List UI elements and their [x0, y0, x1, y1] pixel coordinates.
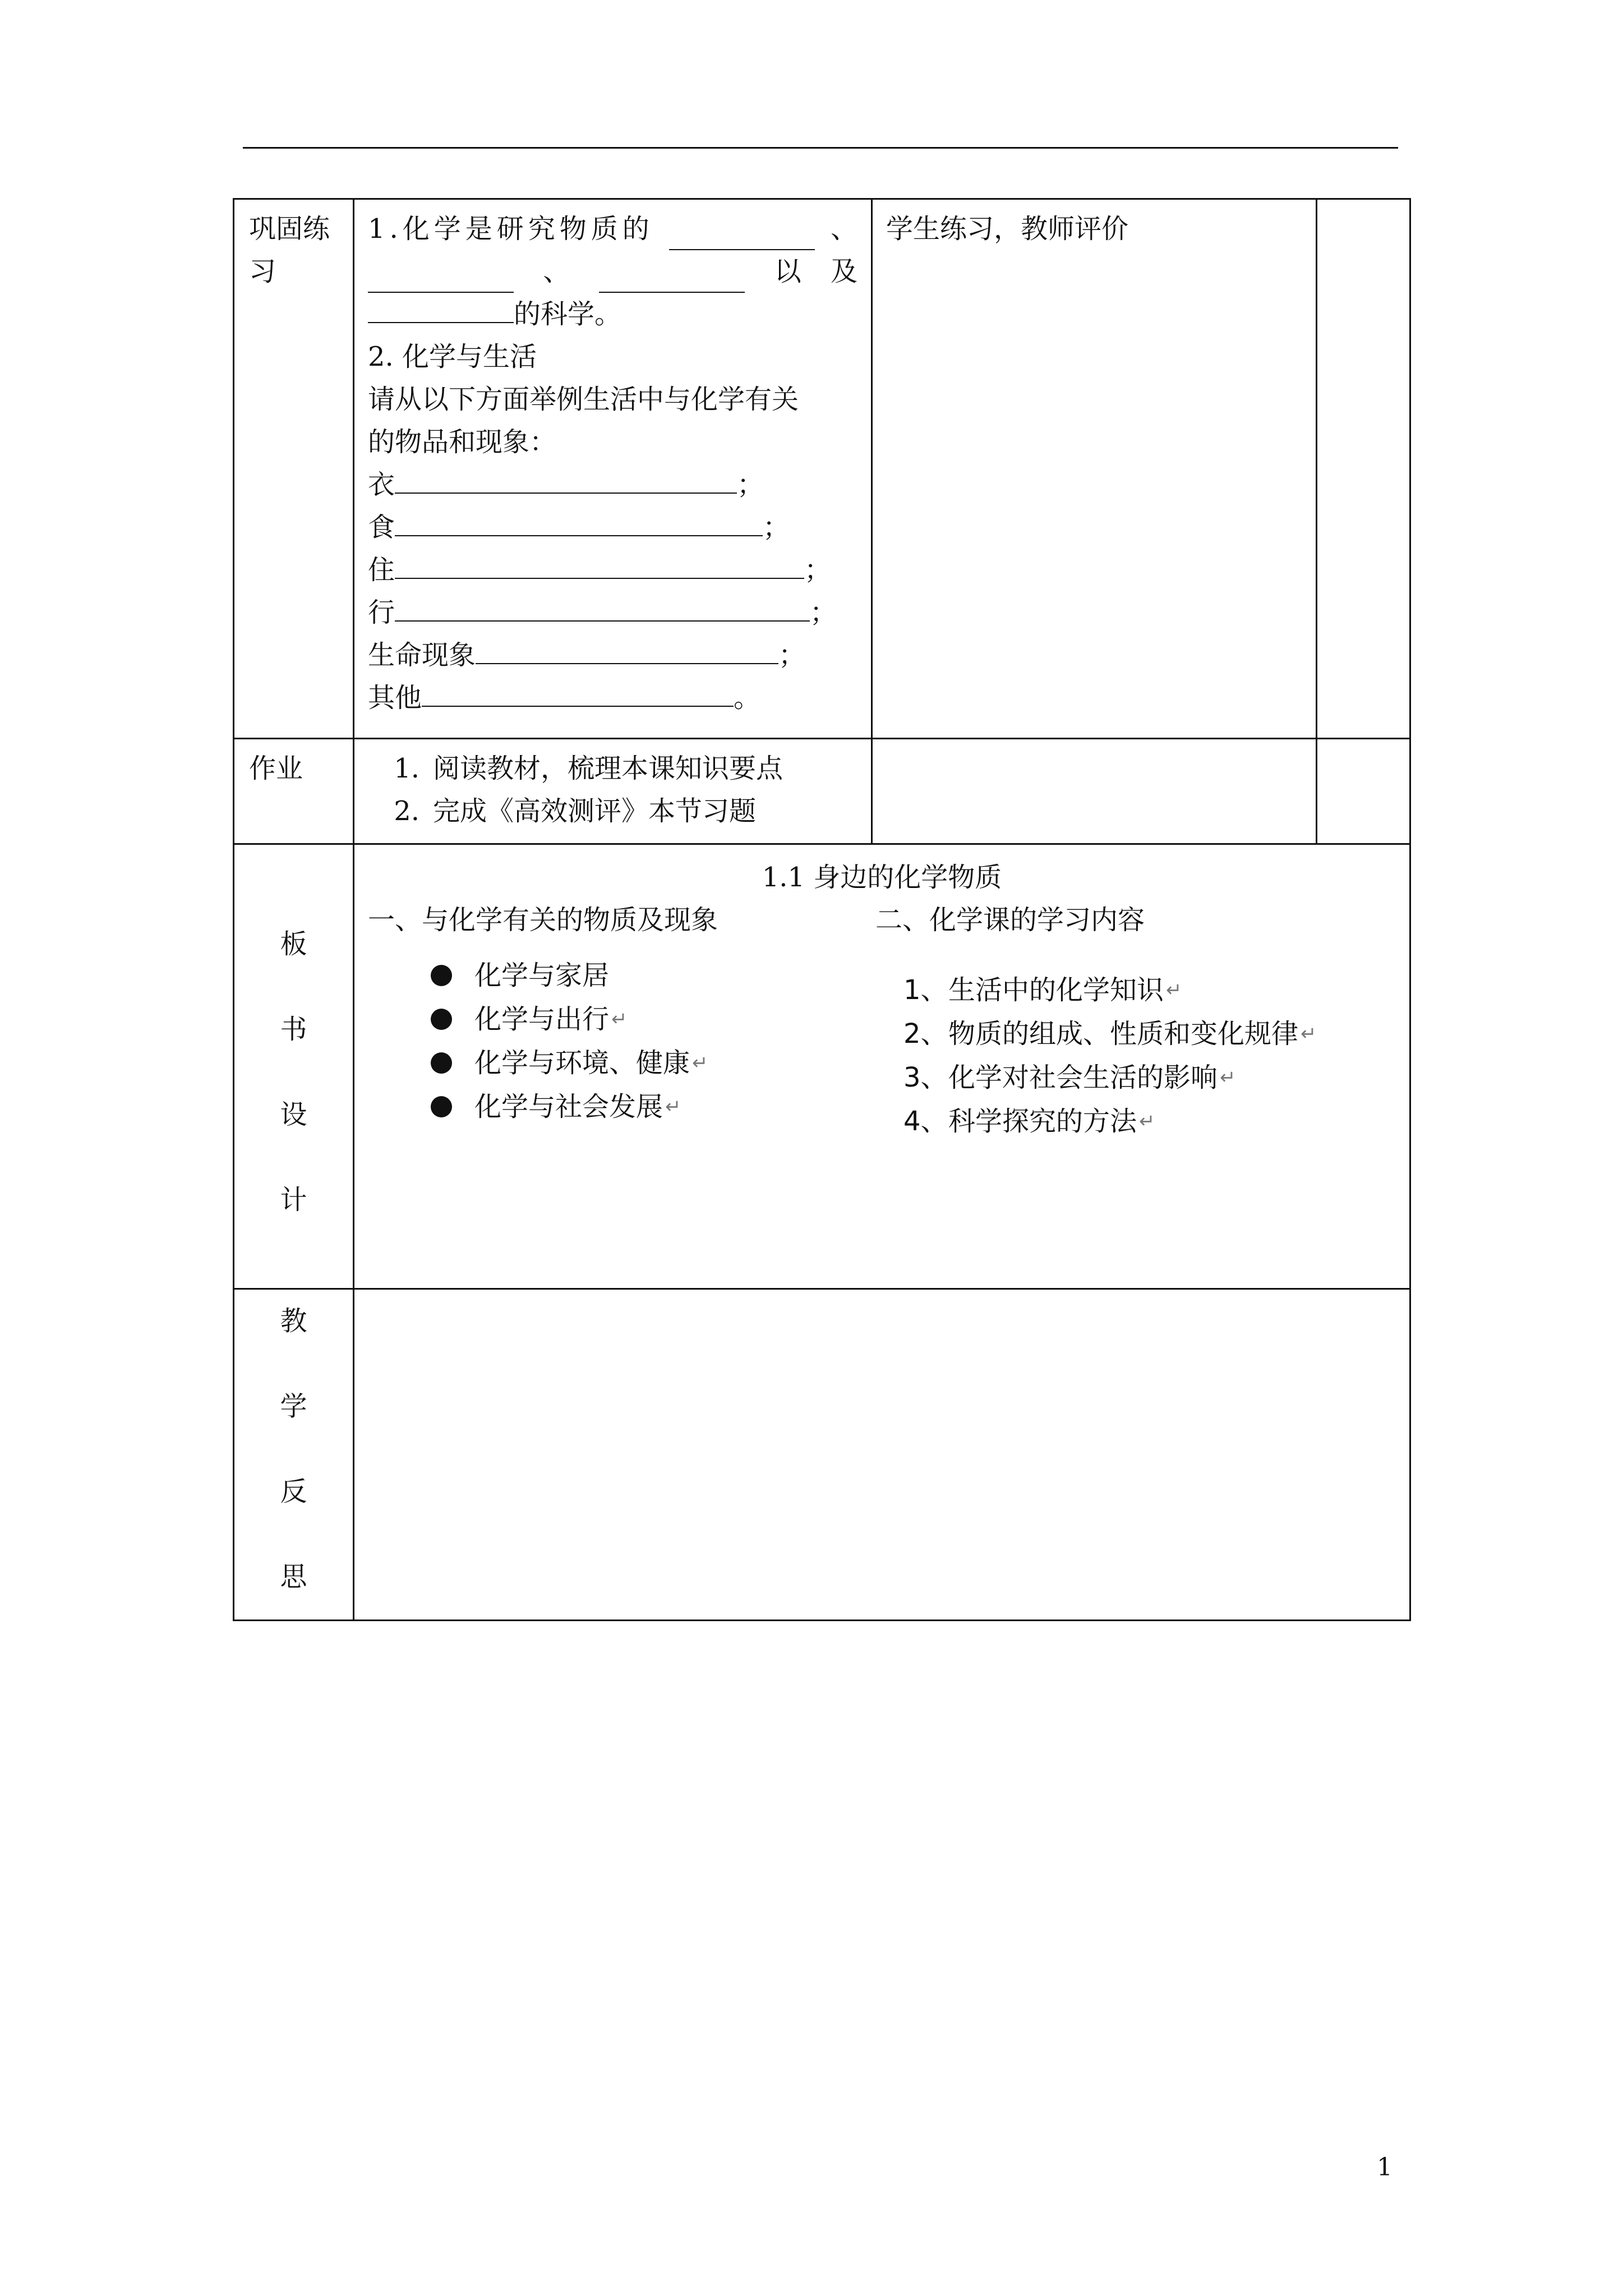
- q1-blank-2[interactable]: [368, 264, 514, 293]
- q1-stem: 1.化学是研究物质的: [368, 213, 654, 245]
- practice-row: [234, 199, 1410, 739]
- q1-line-3: [368, 293, 857, 335]
- life-blank[interactable]: [476, 635, 778, 664]
- board-title: 1.1 身边的化学物质: [762, 862, 1002, 893]
- homework-label-cell: [234, 739, 354, 844]
- board-label: 板 书 设 计: [280, 928, 307, 1216]
- board-right-heading: 二、化学课的学习内容: [875, 904, 1145, 936]
- return-mark-icon: ↵: [1139, 1110, 1155, 1133]
- return-mark-icon: ↵: [665, 1096, 681, 1118]
- homework-extra-cell: [1317, 739, 1410, 844]
- board-left-list: [368, 954, 875, 1129]
- q2-prompt-b: 的物品和现象：: [368, 426, 557, 458]
- return-mark-icon: ↵: [1220, 1066, 1236, 1089]
- list-item: 化学与家居: [368, 954, 875, 997]
- homework-label: 作业: [249, 753, 303, 784]
- practice-label-cell: [234, 199, 354, 739]
- page-number: 1: [1377, 2153, 1393, 2182]
- list-item: 4、 科学探究的方法 ↵: [875, 1099, 1396, 1143]
- list-item: 3、 化学对社会生活的影响 ↵: [875, 1056, 1396, 1099]
- practice-activity-cell: [872, 199, 1317, 739]
- q1-line-2: [368, 250, 857, 293]
- q2-title: 2. 化学与生活: [368, 341, 537, 372]
- q1-blank-4[interactable]: [368, 294, 514, 323]
- other-blank[interactable]: [422, 678, 734, 707]
- q1-separator-1: 、: [830, 213, 857, 245]
- list-item: 1、 生活中的化学知识 ↵: [875, 968, 1396, 1012]
- return-mark-icon: ↵: [692, 1052, 708, 1074]
- q2-item-life: 生命现象 ；: [368, 634, 857, 677]
- list-item: 化学与环境、健康 ↵: [368, 1041, 875, 1085]
- bullet-icon: [431, 1009, 452, 1030]
- q1-word-ji: 及: [830, 256, 857, 287]
- practice-label-a: 巩固练: [249, 213, 330, 245]
- reflection-content-cell: [354, 1289, 1410, 1621]
- board-right-list: [875, 968, 1396, 1143]
- q1-word-yi: 以: [774, 256, 801, 287]
- bullet-icon: [431, 1052, 452, 1074]
- practice-extra-cell: [1317, 199, 1410, 739]
- return-mark-icon: ↵: [611, 1008, 628, 1030]
- board-row: [234, 844, 1410, 1289]
- reflection-label-cell: [234, 1289, 354, 1621]
- q2-item-housing: 住 ；: [368, 549, 857, 591]
- q1-separator-2: 、: [543, 256, 570, 287]
- header-rule: [243, 147, 1398, 149]
- food-blank[interactable]: [395, 507, 763, 536]
- board-left-heading: 一、与化学有关的物质及现象: [368, 904, 718, 936]
- homework-item-2: 2. 完成《高效测评》本节习题: [394, 795, 757, 827]
- practice-activity: 学生练习，教师评价: [886, 213, 1129, 245]
- return-mark-icon: ↵: [1166, 979, 1182, 1001]
- q2-prompt-a: 请从以下方面举例生活中与化学有关: [368, 384, 799, 415]
- list-item: 化学与出行 ↵: [368, 997, 875, 1041]
- q1-tail: 的科学。: [514, 298, 622, 330]
- homework-items-cell: [354, 739, 872, 844]
- q2-item-food: 食 ；: [368, 506, 857, 549]
- list-item: 2、 物质的组成、性质和变化规律 ↵: [875, 1012, 1396, 1056]
- q1-blank-3[interactable]: [599, 264, 745, 293]
- homework-row: [234, 739, 1410, 844]
- travel-blank[interactable]: [395, 592, 810, 622]
- reflection-row: [234, 1289, 1410, 1621]
- clothing-blank[interactable]: [395, 464, 737, 494]
- homework-item-1: 1. 阅读教材，梳理本课知识要点: [394, 753, 783, 784]
- q1-line-1: [368, 208, 857, 250]
- housing-blank[interactable]: [395, 550, 804, 579]
- bullet-icon: [431, 1096, 452, 1117]
- lesson-plan-table: [233, 198, 1411, 1621]
- board-label-cell: [234, 844, 354, 1289]
- board-content-cell: [354, 844, 1410, 1289]
- list-item: 化学与社会发展 ↵: [368, 1085, 875, 1129]
- q2-item-travel: 行 ；: [368, 591, 857, 634]
- return-mark-icon: ↵: [1301, 1023, 1317, 1045]
- bullet-icon: [431, 965, 452, 986]
- q2-item-other: 其他 。: [368, 677, 857, 719]
- reflection-label: 教 学 反 思: [280, 1305, 307, 1593]
- practice-questions-cell: [354, 199, 872, 739]
- homework-activity-cell: [872, 739, 1317, 844]
- q2-item-clothing: 衣 ；: [368, 463, 857, 506]
- q1-blank-1[interactable]: [669, 221, 815, 250]
- practice-label-b: 习: [249, 256, 276, 287]
